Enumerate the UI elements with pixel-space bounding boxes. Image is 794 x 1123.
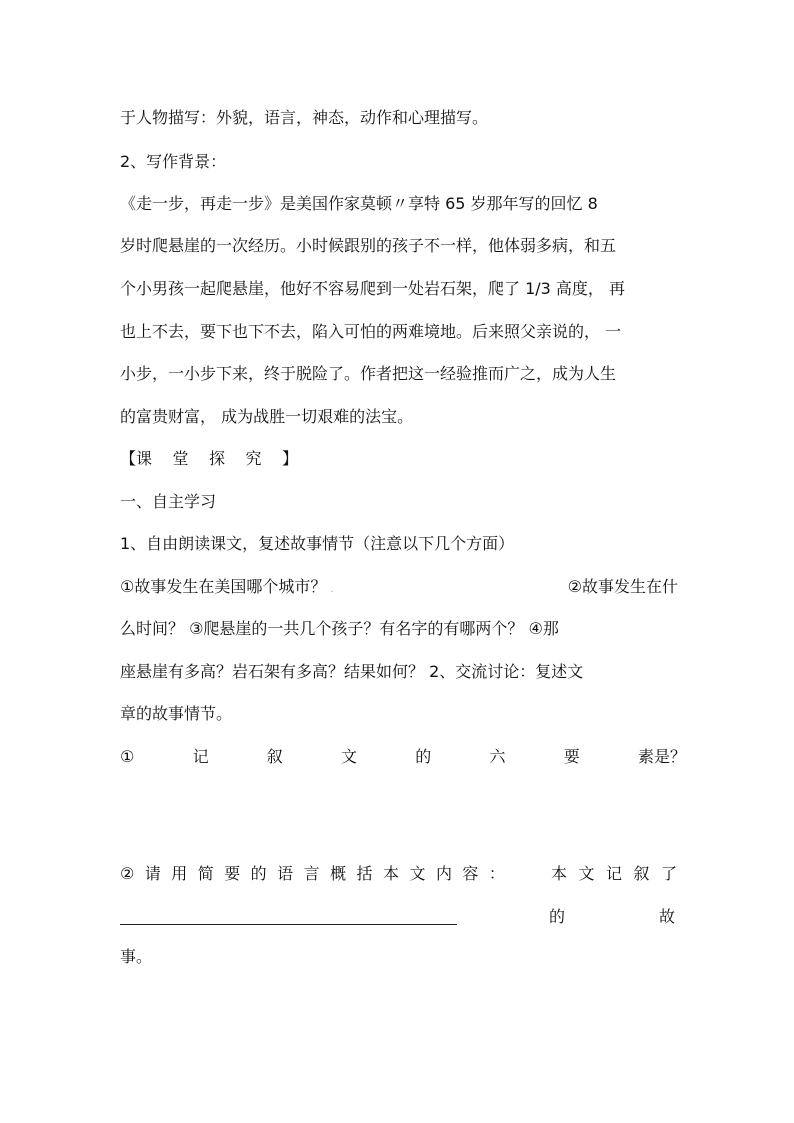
text-line-6: 也上不去，要下也下不去，陷入可怕的两难境地。后来照父亲说的， 一 — [120, 322, 622, 341]
q1-char: 的 — [415, 747, 432, 766]
q2-char: 用 — [171, 864, 188, 883]
q2-char: 叙 — [633, 864, 650, 883]
question-2: ②故事发生在什 — [567, 577, 678, 596]
text-line-15: 章的故事情节。 — [120, 704, 233, 723]
q2-char: 简 — [197, 864, 214, 883]
q2-char: 的 — [250, 864, 267, 883]
text-line-8: 的富贵财富， 成为战胜一切艰难的法宝。 — [120, 407, 414, 426]
text-line-1: 于人物描写：外貌，语言，神态，动作和心理描写。 — [120, 108, 489, 127]
q1-char: 记 — [192, 747, 209, 766]
heading-char: 【课 — [120, 449, 153, 468]
answer-blank[interactable] — [120, 924, 457, 925]
question-summary — [120, 864, 678, 884]
q2-char: ： — [488, 864, 505, 883]
q2-char: 了 — [660, 864, 677, 883]
q1-char: 叙 — [266, 747, 283, 766]
text-line-13: 么时间？ ③爬悬崖的一共几个孩子？有名字的有哪两个？ ④那 — [120, 619, 559, 638]
text-line-7: 小步，一小步下来，终于脱险了。作者把这一经验推而广之，成为人生 — [120, 364, 617, 383]
text-line-3: 《走一步，再走一步》是美国作家莫顿〃享特 65 岁那年写的回忆 8 — [120, 194, 598, 213]
q2-char: 文 — [409, 864, 426, 883]
text-line-19: 事。 — [120, 947, 153, 966]
q2-char: 文 — [578, 864, 595, 883]
q2-char: 内 — [435, 864, 452, 883]
q1-char: ① — [120, 747, 135, 766]
q1-char: 要 — [563, 747, 580, 766]
q2-char: 请 — [144, 864, 161, 883]
q2-char: 言 — [303, 864, 320, 883]
fill-char: 的 — [549, 907, 566, 926]
q1-char: 文 — [341, 747, 358, 766]
text-line-5: 个小男孩一起爬悬崖，他好不容易爬到一处岩石架，爬了 1/3 高度， 再 — [120, 279, 626, 298]
q2-char: 记 — [605, 864, 622, 883]
q2-char: 本 — [383, 864, 400, 883]
question-1: ①故事发生在美国哪个城市？ — [120, 577, 327, 596]
q1-char: 素是？ — [637, 747, 686, 766]
q2-char: 本 — [551, 864, 568, 883]
q2-char: 概 — [330, 864, 347, 883]
fill-char: 故 — [658, 907, 675, 926]
heading-char: 究 — [245, 449, 262, 468]
self-study-heading: 一、自主学习 — [120, 492, 217, 511]
heading-char: 】 — [281, 449, 298, 468]
text-line-4: 岁时爬悬崖的一次经历。小时候跟别的孩子不一样，他体弱多病，和五 — [120, 236, 617, 255]
q2-char: 括 — [356, 864, 373, 883]
heading-char: 堂 — [172, 449, 189, 468]
text-line-12 — [120, 577, 678, 600]
text-line-14: 座悬崖有多高？岩石架有多高？结果如何？ 2、交流讨论：复述文 — [120, 662, 584, 681]
question-six-elements — [120, 747, 686, 767]
section-heading — [120, 449, 298, 469]
q2-char: 语 — [277, 864, 294, 883]
background-heading: 2、写作背景： — [120, 152, 227, 171]
q2-char: 容 — [462, 864, 479, 883]
q2-char: 要 — [224, 864, 241, 883]
q2-char: ② — [120, 864, 135, 883]
stray-mark: . — [330, 584, 334, 595]
q1-char: 六 — [489, 747, 506, 766]
text-line-11: 1、自由朗读课文，复述故事情节（注意以下几个方面） — [120, 534, 515, 553]
heading-char: 探 — [208, 449, 225, 468]
fill-tail — [549, 907, 675, 927]
